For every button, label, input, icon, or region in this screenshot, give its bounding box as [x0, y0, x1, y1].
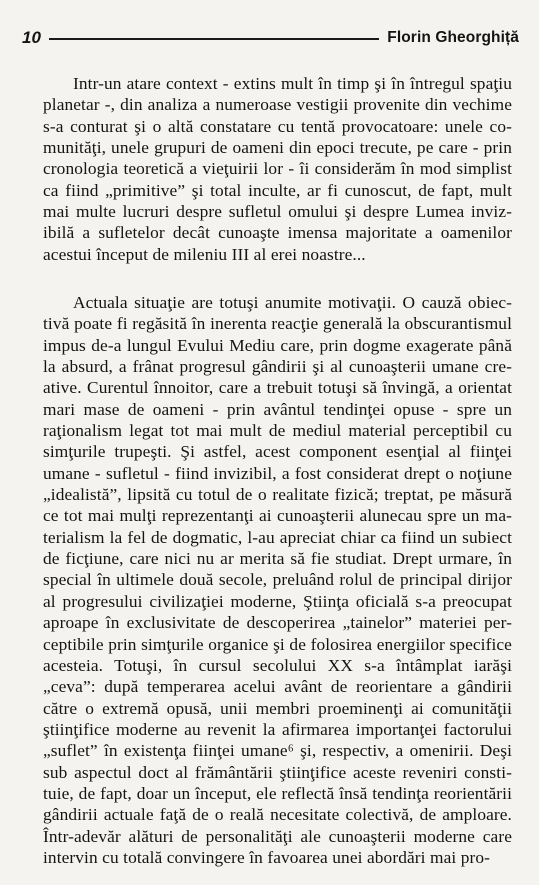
running-header	[22, 26, 519, 50]
text-line: ce tot mai mulţi reprezentanţi ai cunoaşterii alunecau spre un ma-	[43, 506, 512, 526]
text-line: ceptibile prin simţurile organice şi de folosirea energiilor specifice	[43, 634, 512, 654]
text-line: Intr-un atare context - extins mult în timp şi în întregul spaţiu	[73, 74, 512, 93]
paragraph	[43, 73, 512, 265]
text-line: la absurd, a frânat progresul gândirii şi al cunoaşterii umane cre-	[43, 357, 512, 377]
text-line: gândirii actuale faţă de o reală necesitate colectivă, de amploare.	[43, 805, 512, 825]
text-line: „ceva”: după temperarea acelui avânt de reorientare a gândirii	[43, 677, 512, 697]
text-line: special în ultimele două secole, preluând rolul de principal dirijor	[43, 570, 512, 590]
text-line: sub aspectul doct al frământării ştiinţifice aceste reveniri consti-	[43, 762, 512, 782]
header-rule	[49, 38, 379, 40]
paragraph	[43, 292, 512, 868]
text-line: Într-adevăr alături de personalităţi ale cunoaşterii moderne care	[43, 826, 512, 846]
text-line: munităţi, unele grupuri de oameni din epoci trecute, pe care - prin	[43, 138, 512, 158]
text-line: mari mase de oameni - prin avântul tendinţei opuse - spre un	[43, 399, 512, 419]
text-line: raţionalism legat tot mai mult de mediul material perceptibil cu	[43, 421, 512, 441]
text-line: ibilă a sufletelor decât cunoaşte imensa majoritate a oamenilor	[43, 223, 512, 243]
text-line: umane - sufletul - fiind invizibil, a fost considerat drept o noţiune	[43, 463, 512, 483]
text-line: „idealistă”, lipsită cu totul de o realitate fizică; treptat, pe măsură	[43, 485, 512, 505]
text-line: ştiinţifice moderne au revenit la afirmarea importanţei factorului	[43, 719, 512, 739]
text-line: către o extremă opusă, unii membri proeminenţi ai comunităţii	[43, 698, 512, 718]
running-author: Florin Gheorghiță	[387, 29, 519, 46]
text-line: intervin cu totală convingere în favoarea unei abordări mai pro-	[43, 847, 491, 867]
text-line: cronologia teoretică a vieţuirii lor - îi considerăm în mod simplist	[43, 159, 512, 179]
text-line: simţurile trupeşti. Şi astfel, acest component esenţial al fiinţei	[43, 442, 512, 462]
text-line: aproape în exclusivitate de descoperirea „tainelor” materiei per-	[43, 613, 512, 633]
text-line: s-a conturat şi o altă constatare cu tentă provocatoare: unele co-	[43, 116, 512, 136]
text-line: ative. Curentul înnoitor, care a trebuit totuşi să învingă, a orientat	[43, 378, 512, 398]
text-line: planetar -, din analiza a numeroase vestigii provenite din vechime	[43, 95, 512, 115]
text-line: impus de-a lungul Evului Mediu care, prin dogme exagerate până	[43, 335, 512, 355]
text-line: ca fiind „primitive” şi total inculte, ar fi cunoscut, de fapt, mult	[43, 180, 512, 200]
text-line: terialism la fel de dogmatic, l-au apreciat chiar ca fiind un subiect	[43, 527, 512, 547]
page-number: 10	[22, 28, 41, 47]
text-line: mai multe lucruri despre sufletul omului şi despre Lumea inviz-	[43, 202, 512, 222]
text-line: tivă poate fi regăsită în inerenta reacţie generală la obscurantismul	[43, 314, 512, 334]
text-line: de ficţiune, care nici nu ar merita să fie studiat. Drept urmare, în	[43, 549, 512, 569]
text-line: tuie, de fapt, doar un început, ele reflectă însă tendinţa reorientării	[43, 783, 512, 803]
text-line: „suflet” în existenţa fiinţei umane⁶ şi, respectiv, a omenirii. Deşi	[43, 741, 512, 761]
text-line: acesteia. Totuşi, în cursul secolului XX s-a întâmplat iarăşi	[43, 655, 512, 675]
text-line: acestui început de mileniu III al erei noastre...	[43, 244, 366, 264]
text-line: Actuala situaţie are totuşi anumite motivaţii. O cauză obiec-	[73, 293, 512, 312]
text-line: al progresului civilizaţiei moderne, Ştiinţa oficială s-a preocupat	[43, 591, 512, 611]
